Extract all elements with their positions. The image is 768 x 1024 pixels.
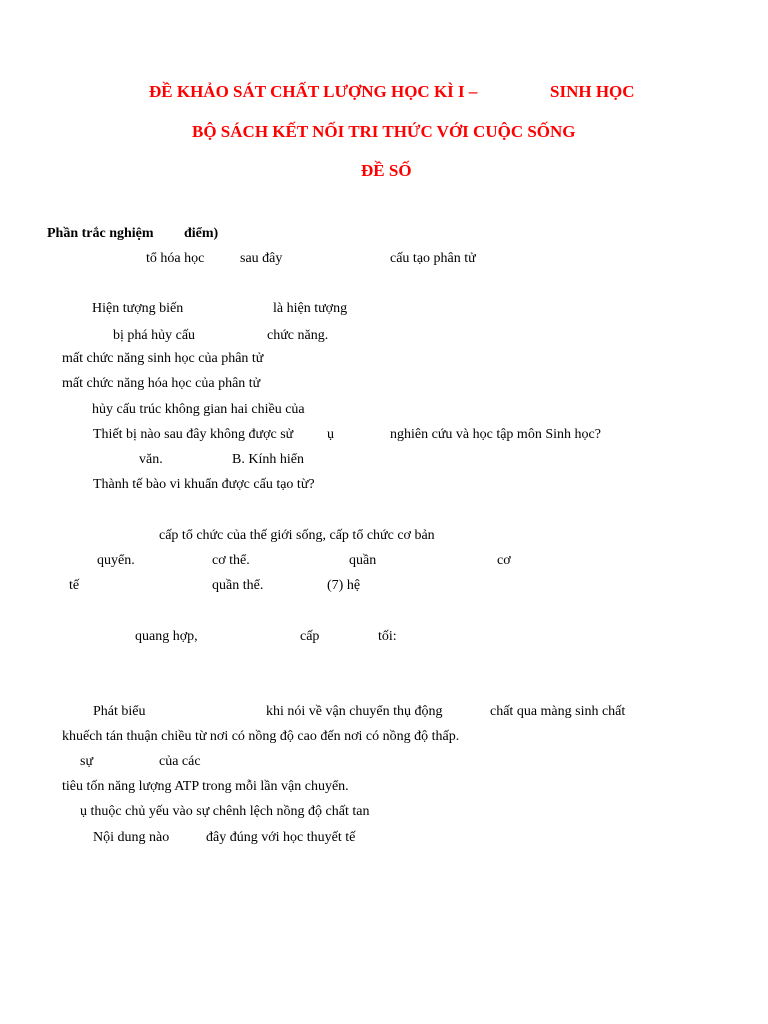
text-fragment: quyển. — [97, 553, 135, 568]
text-fragment: khi nói về vận chuyển thụ động — [266, 704, 443, 719]
answer-line — [0, 452, 768, 470]
text-fragment: của các — [159, 754, 201, 769]
text-fragment: quần — [349, 553, 377, 568]
answer-line — [0, 754, 768, 772]
text-fragment: ụ — [327, 427, 334, 442]
answer-line — [0, 578, 768, 596]
answer-line: hủy cấu trúc không gian hai chiều của — [92, 402, 305, 417]
question-line — [0, 427, 768, 445]
question-line: Thành tế bào vi khuẩn được cấu tạo từ? — [93, 477, 315, 492]
answer-line: mất chức năng hóa học của phân tử — [62, 376, 261, 391]
answer-line: tiêu tốn năng lượng ATP trong mỗi lần vận chuyển. — [62, 779, 349, 794]
text-fragment: nghiên cứu và học tập môn Sinh học? — [390, 427, 601, 442]
text-fragment: văn. — [139, 452, 163, 467]
text-fragment: cấu tạo phân tử — [390, 251, 476, 266]
text-fragment: tế — [69, 578, 80, 593]
text-fragment: cơ thể. — [212, 553, 250, 568]
text-fragment: tổ hóa học — [146, 251, 205, 266]
text-fragment: Hiện tượng biến — [92, 301, 184, 316]
question-line — [0, 830, 768, 848]
question-line: cấp tổ chức của thế giới sống, cấp tổ chức cơ bản — [159, 528, 435, 543]
question-line — [0, 629, 768, 647]
text-fragment: quang hợp, — [135, 629, 198, 644]
header-book-series: BỘ SÁCH KẾT NỐI TRI THỨC VỚI CUỘC SỐNG — [192, 122, 576, 141]
answer-line: khuếch tán thuận chiều từ nơi có nồng độ cao đến nơi có nồng độ thấp. — [62, 729, 460, 744]
text-fragment: sau đây — [240, 251, 283, 266]
header-subject: SINH HỌC — [550, 82, 635, 101]
text-fragment: cơ — [497, 553, 511, 568]
section-heading — [47, 226, 747, 244]
text-fragment: Thiết bị nào sau đây không được sử — [93, 427, 294, 442]
text-fragment: Phát biểu — [93, 704, 146, 719]
header-title-left: ĐỀ KHẢO SÁT CHẤT LƯỢNG HỌC KÌ I – — [149, 82, 478, 101]
section-heading-part: Phần trắc nghiệm — [47, 226, 154, 241]
text-fragment: bị phá hủy cấu — [113, 328, 196, 343]
header-exam-number: ĐỀ SỐ — [361, 161, 412, 180]
answer-line: mất chức năng sinh học của phân tử — [62, 351, 264, 366]
answer-line: ụ thuộc chủ yếu vào sự chênh lệch nồng độ chất tan — [80, 804, 370, 819]
text-fragment: cấp — [300, 629, 320, 644]
text-fragment: chức năng. — [267, 328, 329, 343]
text-fragment: đây đúng với học thuyết tế — [206, 830, 356, 845]
answer-line — [0, 553, 768, 571]
text-fragment: sự — [80, 754, 94, 769]
question-line — [0, 704, 768, 722]
text-fragment: quần thể. — [212, 578, 264, 593]
text-fragment: B. Kính hiển — [232, 452, 304, 467]
text-fragment: là hiện tượng — [273, 301, 348, 316]
section-heading-score: điểm) — [184, 226, 219, 241]
text-fragment: (7) hệ — [327, 578, 361, 593]
question-line — [0, 301, 768, 319]
text-fragment: chất qua màng sinh chất — [490, 704, 626, 719]
text-line — [0, 251, 768, 269]
text-fragment: tối: — [378, 629, 397, 644]
text-fragment: Nội dung nào — [93, 830, 170, 845]
answer-line — [0, 328, 768, 346]
